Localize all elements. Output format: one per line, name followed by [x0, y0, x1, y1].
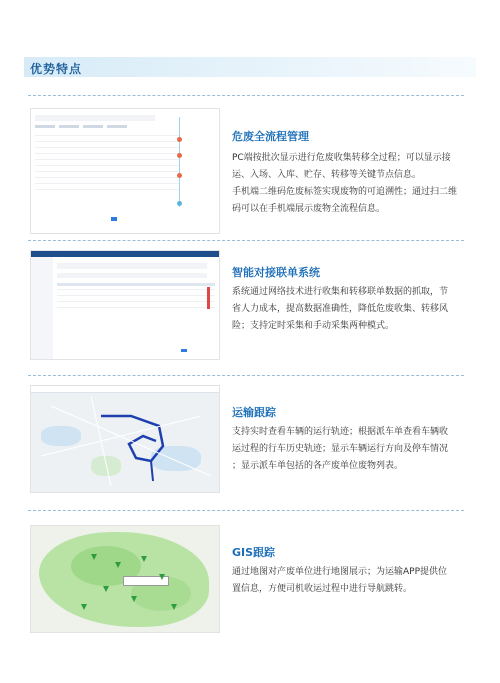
screenshot-manifest-system [30, 250, 220, 360]
divider [28, 510, 464, 511]
feature-title: 危废全流程管理 [232, 130, 309, 143]
description-line: 省人力成本，提高数据准确性，降低危废收集、转移风 [232, 304, 449, 314]
feature-description [232, 424, 462, 475]
section-title: 优势特点 [30, 62, 83, 76]
screenshot-transport-tracking [30, 385, 220, 493]
feature-title: 智能对接联单系统 [232, 266, 320, 279]
description-line: 手机端二维码危废标签实现废物的可追溯性；通过扫二维 [232, 187, 458, 197]
divider [28, 375, 464, 376]
section-header-bar [24, 57, 476, 77]
feature-title: 运输跟踪 [232, 406, 276, 419]
route-line [31, 386, 219, 492]
description-line: 通过地图对产废单位进行地图展示；为运输APP提供位 [232, 567, 448, 577]
screenshot-gis-tracking [30, 525, 220, 633]
description-line: 运过程的行车历史轨迹；显示车辆运行方向及停车情况 [232, 444, 449, 454]
description-line: 码可以在手机端展示废物全流程信息。 [232, 204, 386, 214]
feature-description [232, 150, 462, 218]
description-line: 系统通过网络技术进行收集和转移联单数据的抓取，节 [232, 287, 449, 297]
description-line: 支持实时查看车辆的运行轨迹；根据派车单查看车辆收 [232, 427, 449, 437]
description-line: 险；支持定时采集和手动采集两种模式。 [232, 321, 395, 331]
description-line: PC端按批次显示进行危废收集转移全过程；可以显示接 [232, 153, 451, 163]
feature-description [232, 564, 462, 598]
description-line: ；显示派车单包括的各产废单位废物列表。 [232, 461, 404, 471]
feature-description [232, 284, 462, 335]
description-line: 运、入场、入库、贮存、转移等关键节点信息。 [232, 170, 422, 180]
description-line: 置信息，方便司机收运过程中进行导航跳转。 [232, 584, 413, 594]
divider [28, 240, 464, 241]
screenshot-flow-management [30, 108, 220, 234]
divider [28, 95, 464, 96]
feature-title: GIS跟踪 [232, 546, 276, 559]
